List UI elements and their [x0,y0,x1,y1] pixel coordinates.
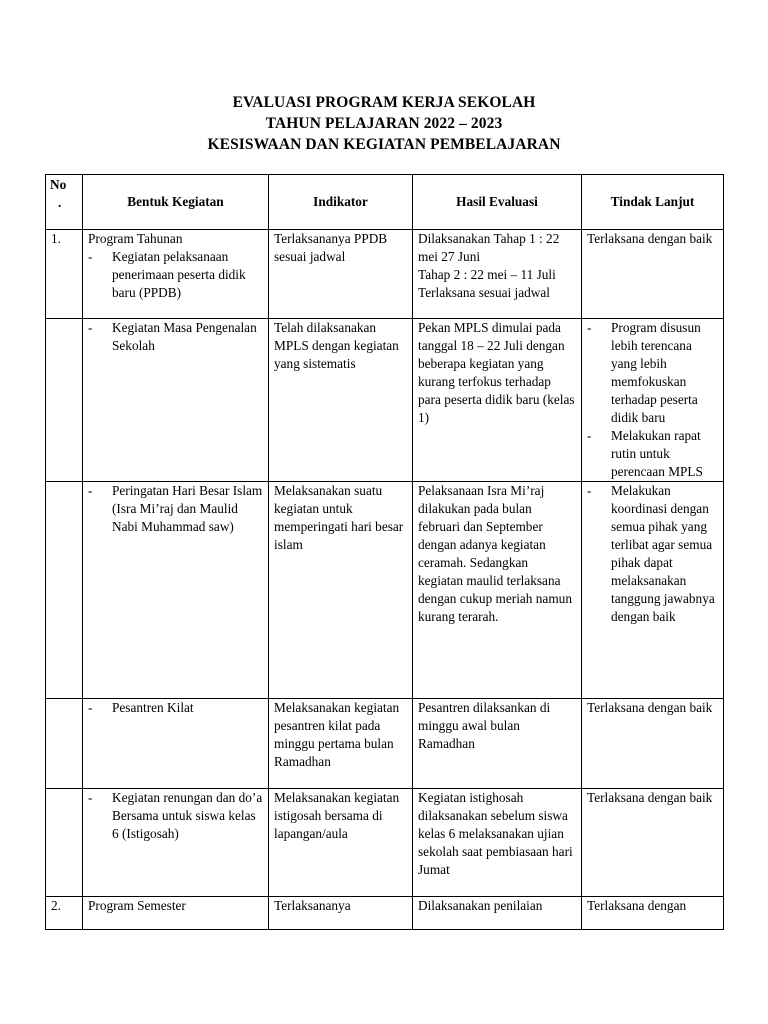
table-row [46,319,724,482]
header-hasil-evaluasi: Hasil Evaluasi [413,175,582,230]
header-tindak-lanjut: Tindak Lanjut [582,175,724,230]
tindak-item [587,319,718,427]
hasil-line: Terlaksana sesuai jadwal [418,285,550,300]
list-dash: - [88,249,93,264]
cell-hasil: Pesantren dilaksankan di minggu awal bulan Ramadhan [413,699,582,789]
list-dash: - [88,790,93,805]
cell-hasil: Pelaksanaan Isra Mi’raj dilakukan pada bulan februari dan September dengan adanya kegiatan ceramah. Sedangkan kegiatan maulid terlaksana dengan cukup meriah namun kurang terarah. [413,482,582,699]
cell-no [46,897,83,930]
table-row [46,897,724,930]
tindak-text: Melakukan koordinasi dengan semua pihak yang terlibat agar semua pihak dapat melaksanakan tanggung jawabnya dengan baik [611,483,715,624]
cell-no [46,699,83,789]
cell-no [46,482,83,699]
cell-tindak: Terlaksana dengan baik [582,789,724,897]
cell-hasil: Dilaksanakan penilaian [413,897,582,930]
cell-hasil: Pekan MPLS dimulai pada tanggal 18 – 22 Juli dengan beberapa kegiatan yang kurang terfokus terhadap para peserta didik baru (kelas 1) [413,319,582,482]
doc-title-line3: KESISWAAN DAN KEGIATAN PEMBELAJARAN [207,136,561,153]
cell-tindak [582,319,724,482]
cell-tindak: Terlaksana dengan baik [582,699,724,789]
cell-indikator: Terlaksananya PPDB sesuai jadwal [269,230,413,319]
list-dash: - [587,320,592,335]
header-no-text: No [50,177,67,192]
table-header-row [46,175,724,230]
cell-hasil [413,230,582,319]
program-group-label: Program Tahunan [88,231,183,246]
table-row [46,789,724,897]
kegiatan-text: Kegiatan Masa Pengenalan Sekolah [112,320,257,353]
kegiatan-text: Kegiatan renungan dan do’a Bersama untuk siswa kelas 6 (Istigosah) [112,790,263,841]
cell-no [46,319,83,482]
tindak-item [587,482,718,626]
cell-kegiatan [83,897,269,930]
cell-no [46,230,83,319]
cell-no [46,789,83,897]
table-row [46,699,724,789]
row-number: 2. [51,898,61,913]
header-bentuk-kegiatan: Bentuk Kegiatan [83,175,269,230]
kegiatan-item [88,482,263,536]
kegiatan-text: Kegiatan pelaksanaan penerimaan peserta didik baru (PPDB) [112,249,246,300]
kegiatan-item [88,789,263,843]
cell-indikator: Melaksanakan kegiatan pesantren kilat pada minggu pertama bulan Ramadhan [269,699,413,789]
cell-kegiatan [83,482,269,699]
list-dash: - [587,483,592,498]
cell-indikator: Terlaksananya [269,897,413,930]
table-row [46,230,724,319]
table-row [46,482,724,699]
header-no-dot: . [58,195,62,210]
cell-tindak: Terlaksana dengan baik [582,230,724,319]
cell-kegiatan [83,230,269,319]
program-group-label: Program Semester [88,898,186,913]
cell-indikator: Telah dilaksanakan MPLS dengan kegiatan yang sistematis [269,319,413,482]
hasil-line: Tahap 2 : 22 mei – 11 Juli [418,267,556,282]
cell-indikator: Melaksanakan suatu kegiatan untuk memperingati hari besar islam [269,482,413,699]
kegiatan-item [88,319,263,355]
evaluation-table [45,174,724,930]
doc-title-line2: TAHUN PELAJARAN 2022 – 2023 [265,115,503,132]
hasil-line: Dilaksanakan Tahap 1 : 22 mei 27 Juni [418,231,560,264]
cell-kegiatan [83,319,269,482]
doc-title-line1: EVALUASI PROGRAM KERJA SEKOLAH [232,94,536,111]
tindak-text: Melakukan rapat rutin untuk perencaan MPLS [611,428,703,479]
cell-tindak: Terlaksana dengan [582,897,724,930]
header-no [46,175,83,230]
tindak-item [587,427,718,481]
cell-tindak [582,482,724,699]
header-indikator: Indikator [269,175,413,230]
list-dash: - [88,320,93,335]
kegiatan-text: Peringatan Hari Besar Islam (Isra Mi’raj dan Maulid Nabi Muhammad saw) [112,483,263,534]
list-dash: - [88,700,93,715]
kegiatan-text: Pesantren Kilat [112,700,194,715]
cell-kegiatan [83,699,269,789]
cell-indikator: Melaksanakan kegiatan istigosah bersama di lapangan/aula [269,789,413,897]
cell-hasil: Kegiatan istighosah dilaksanakan sebelum siswa kelas 6 melaksanakan ujian sekolah saat pembiasaan hari Jumat [413,789,582,897]
list-dash: - [587,428,592,443]
row-number: 1. [51,231,61,246]
tindak-text: Program disusun lebih terencana yang lebih memfokuskan terhadap peserta didik baru [611,320,701,425]
list-dash: - [88,483,93,498]
cell-kegiatan [83,789,269,897]
kegiatan-item [88,699,263,717]
kegiatan-item [88,248,263,302]
